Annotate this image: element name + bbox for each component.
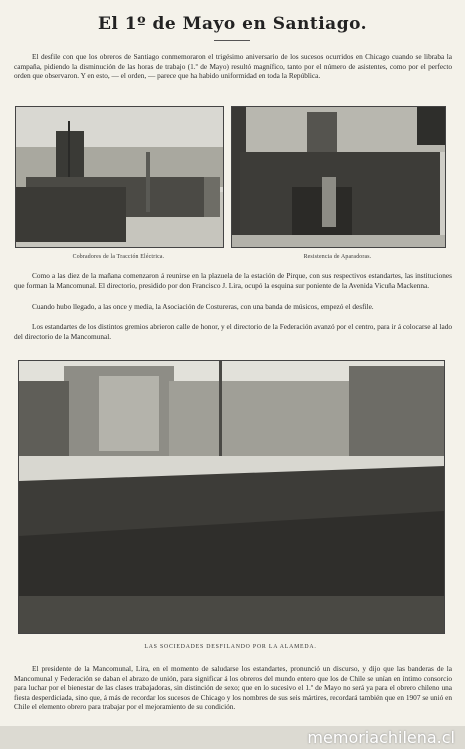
body-paragraph-5: El presidente de la Mancomunal, Lira, en el momento de saludarse los estandartes, pronunció un discurso, y dijo que las banderas de la Mancomunal y Federación se daban el abrazo de unión, para significar á los obreros del mundo entero que los de Chile se unían en íntimo consorcio para luchar por el bienestar de las clases trabajadoras, sin distinción de sexo; que en lo sucesivo el 1.º de Mayo no será ya para el obrero chileno una fiesta desperdiciada, sino que, á más de recordar los sucesos de Chicago y los nombres de sus seis mártires, recordará también que en 1907 se unió en Chile el elemento obrero para trabajar por el mejoramiento de su condición.	[14, 664, 452, 712]
watermark-logo: memoriachilena.cl	[307, 728, 455, 747]
body-paragraph-4: Los estandartes de los distintos gremios abrieron calle de honor, y el directorio de la Federación avanzó por el centro, para ir á colocarse al lado del directorio de la Mancomunal.	[14, 322, 452, 341]
article-title: El 1º de Mayo en Santiago.	[97, 14, 368, 34]
photo-caption-3: LAS SOCIEDADES DESFILANDO POR LA ALAMEDA.	[144, 644, 317, 650]
photo-tramway-collectors	[15, 106, 224, 248]
body-paragraph-2: Como a las diez de la mañana comenzaron á reunirse en la plazuela de la estación de Pirque, con sus respectivos estandartes, las instituciones que forman la Mancomunal. El directorio, presidido por don Francisco J. Lira, ocupó la esquina sur poniente de la Avenida Vicuña Mackenna.	[14, 271, 452, 290]
photo-caption-1: Cobradores de la Tracción Eléctrica.	[72, 254, 165, 260]
photo-alameda-parade	[18, 360, 445, 634]
intro-paragraph: El desfile con que los obreros de Santiago conmemoraron el trigésimo aniversario de los sucesos ocurridos en Chicago cuando se libraba la campaña, pidiendo la disminución de las horas de trabajo (1.º de Mayo) resultó magnífico, tanto por el número de asistentes, como por el perfecto orden que observaron. Y en esto, — el orden, — parece que ha habido uniformidad en toda la República.	[14, 52, 452, 81]
photo-stitchers-union	[231, 106, 446, 248]
photo-caption-2: Resistencia de Aparadoras.	[303, 254, 372, 260]
photo-alameda-parade-image	[19, 361, 444, 633]
title-divider	[214, 40, 250, 41]
footer-watermark-bar	[0, 726, 465, 749]
photo-tramway-collectors-image	[16, 107, 223, 247]
body-paragraph-3: Cuando hubo llegado, a las once y media, la Asociación de Costureras, con una banda de músicos, empezó el desfile.	[32, 302, 374, 311]
photo-stitchers-union-image	[232, 107, 445, 247]
